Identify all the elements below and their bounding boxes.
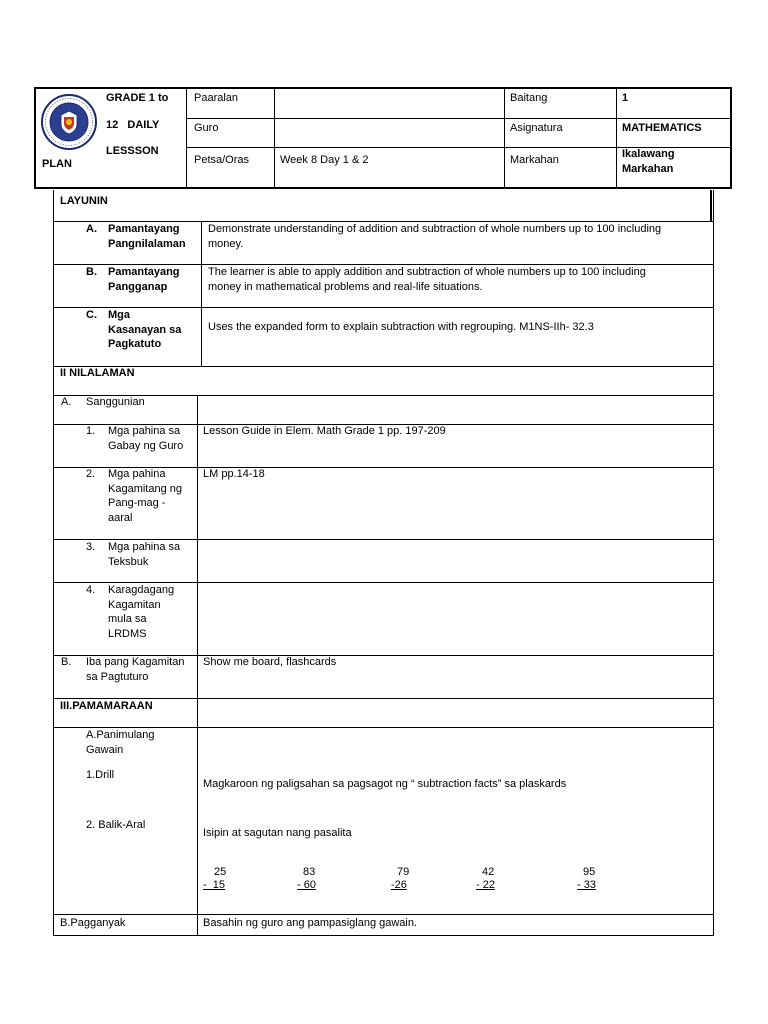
asignatura-value: MATHEMATICS <box>622 122 702 134</box>
balik-aral-label: 2. Balik-Aral <box>86 819 146 831</box>
ref-2-num: 2. <box>86 468 96 480</box>
petsa-label: Petsa/Oras <box>194 154 250 166</box>
panimulang-label: A.Panimulang Gawain <box>86 729 155 756</box>
ref-1-value: Lesson Guide in Elem. Math Grade 1 pp. 197-209 <box>203 425 446 437</box>
pagganyak-text: Basahin ng guro ang pampasiglang gawain. <box>203 917 418 929</box>
layunin-b-text: The learner is able to apply addition and subtraction of whole numbers up to 100 including money in mathematical problems and real-life situations. <box>208 266 646 293</box>
ref-4-num: 4. <box>86 584 96 596</box>
layunin-a-letter: A. <box>86 223 97 235</box>
problem-2-top: 83 <box>303 866 316 878</box>
ref-3-num: 3. <box>86 541 96 553</box>
markahan-value-line-2: Markahan <box>622 163 674 175</box>
ref-3-label: Mga pahina sa Teksbuk <box>108 541 181 568</box>
ref-4-label: Karagdagang Kagamitan mula sa LRDMS <box>108 584 175 640</box>
markahan-value-line-1: Ikalawang <box>622 148 675 160</box>
layunin-title: LAYUNIN <box>60 195 108 207</box>
baitang-label: Baitang <box>510 92 548 104</box>
ref-2-value: LM pp.14-18 <box>203 468 265 480</box>
problem-2-bottom: - 60 <box>297 879 316 891</box>
petsa-value: Week 8 Day 1 & 2 <box>280 154 369 166</box>
ref-1-label: Mga pahina sa Gabay ng Guro <box>108 425 184 452</box>
layunin-c-letter: C. <box>86 309 97 321</box>
paaralan-label: Paaralan <box>194 92 239 104</box>
iba-letter: B. <box>61 656 72 668</box>
layunin-a-text: Demonstrate understanding of addition and subtraction of whole numbers up to 100 including money. <box>208 223 662 250</box>
sanggunian-letter: A. <box>61 396 72 408</box>
iba-value: Show me board, flashcards <box>203 656 337 668</box>
problem-3-top: 79 <box>397 866 410 878</box>
baitang-value: 1 <box>622 92 629 104</box>
problem-1-bottom: - 15 <box>203 879 226 891</box>
layunin-c-label: Mga Kasanayan sa Pagkatuto <box>108 309 182 350</box>
asignatura-label: Asignatura <box>510 122 563 134</box>
guro-label: Guro <box>194 122 219 134</box>
layunin-c-text: Uses the expanded form to explain subtraction with regrouping. M1NS-IIh- 32.3 <box>208 321 594 333</box>
title-line-3: LESSSON <box>106 145 159 157</box>
sanggunian-label: Sanggunian <box>86 396 145 408</box>
layunin-a-label: Pamantayang Pangnilalaman <box>108 223 186 250</box>
ref-2-label: Mga pahina Kagamitang ng Pang-mag - aaral <box>108 468 182 524</box>
drill-text: Magkaroon ng paligsahan sa pagsagot ng “ subtraction facts” sa plaskards <box>203 778 567 790</box>
problem-4-top: 42 <box>482 866 495 878</box>
markahan-label: Markahan <box>510 154 559 166</box>
ref-1-num: 1. <box>86 425 96 437</box>
problem-1-top: 25 <box>214 866 227 878</box>
pagganyak-label: B.Pagganyak <box>60 917 126 929</box>
title-line-2: 12 DAILY <box>106 119 160 131</box>
balik-aral-text: Isipin at sagutan nang pasalita <box>203 827 352 839</box>
problem-4-bottom: - 22 <box>476 879 495 891</box>
problem-3-bottom: -26 <box>391 879 407 891</box>
problem-5-bottom: - 33 <box>577 879 596 891</box>
drill-label: 1.Drill <box>86 769 115 781</box>
pamamaraan-title: III.PAMAMARAAN <box>60 700 153 712</box>
iba-label: Iba pang Kagamitan sa Pagtuturo <box>86 656 185 683</box>
nilalaman-title: II NILALAMAN <box>60 367 135 379</box>
layunin-b-label: Pamantayang Pangganap <box>108 266 180 293</box>
layunin-b-letter: B. <box>86 266 97 278</box>
title-line-1: GRADE 1 to <box>106 92 169 104</box>
problem-5-top: 95 <box>583 866 596 878</box>
title-line-4: PLAN <box>42 158 72 170</box>
